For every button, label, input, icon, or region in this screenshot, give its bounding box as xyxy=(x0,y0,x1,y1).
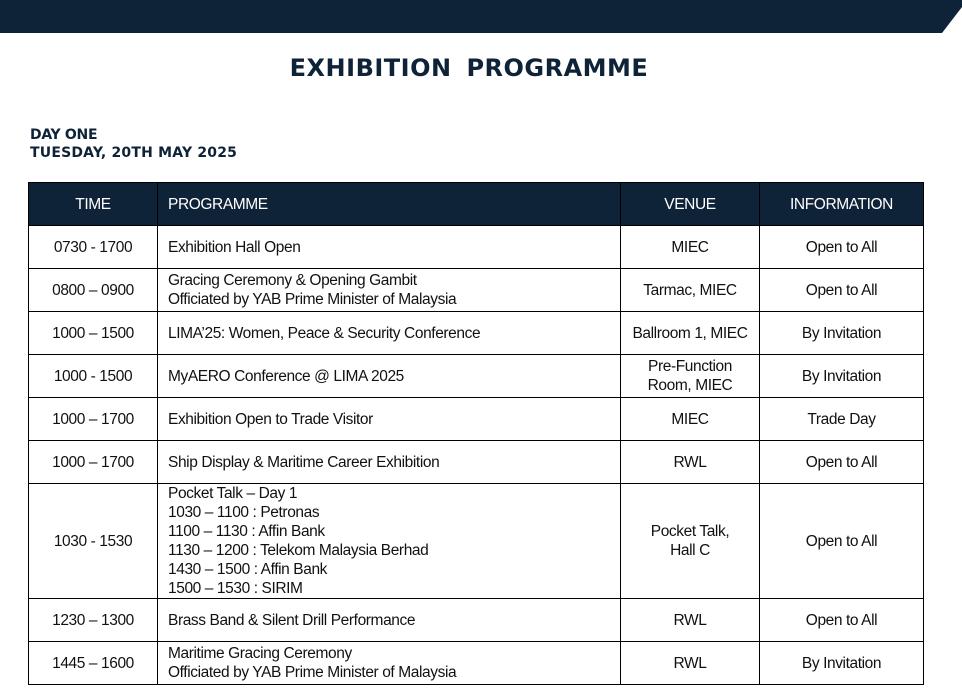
cell-time: 0800 – 0900 xyxy=(29,269,158,312)
cell-venue: MIEC xyxy=(621,398,760,441)
table-row xyxy=(29,642,924,685)
cell-venue: RWL xyxy=(621,441,760,484)
cell-time: 1230 – 1300 xyxy=(29,599,158,642)
cell-information: Open to All xyxy=(760,269,924,312)
cell-time: 1445 – 1600 xyxy=(29,642,158,685)
cell-programme: Gracing Ceremony & Opening Gambit Officiated by YAB Prime Minister of Malaysia xyxy=(158,269,621,312)
table-row xyxy=(29,599,924,642)
programme-table xyxy=(28,182,924,685)
cell-information: Open to All xyxy=(760,226,924,269)
table-header-row xyxy=(29,183,924,226)
header-programme: PROGRAMME xyxy=(158,183,621,226)
cell-time: 1000 – 1500 xyxy=(29,312,158,355)
header-time: TIME xyxy=(29,183,158,226)
cell-information: By Invitation xyxy=(760,642,924,685)
cell-programme: Exhibition Open to Trade Visitor xyxy=(158,398,621,441)
table-row xyxy=(29,269,924,312)
cell-information: Open to All xyxy=(760,484,924,599)
header-information: INFORMATION xyxy=(760,183,924,226)
page-title: EXHIBITION PROGRAMME xyxy=(289,54,649,82)
cell-programme: Exhibition Hall Open xyxy=(158,226,621,269)
cell-time: 1030 - 1530 xyxy=(29,484,158,599)
table-row xyxy=(29,441,924,484)
table-row xyxy=(29,398,924,441)
cell-venue: MIEC xyxy=(621,226,760,269)
cell-programme: Brass Band & Silent Drill Performance xyxy=(158,599,621,642)
cell-venue: Tarmac, MIEC xyxy=(621,269,760,312)
cell-venue: Ballroom 1, MIEC xyxy=(621,312,760,355)
date-label: TUESDAY, 20TH MAY 2025 xyxy=(30,145,238,161)
top-banner xyxy=(0,0,962,33)
day-label: DAY ONE xyxy=(30,127,98,143)
cell-programme: Ship Display & Maritime Career Exhibition xyxy=(158,441,621,484)
table-row xyxy=(29,355,924,398)
cell-venue: RWL xyxy=(621,599,760,642)
cell-programme: LIMA’25: Women, Peace & Security Conference xyxy=(158,312,621,355)
cell-programme: MyAERO Conference @ LIMA 2025 xyxy=(158,355,621,398)
day-heading xyxy=(30,126,237,162)
cell-information: Open to All xyxy=(760,441,924,484)
cell-venue: Pre-Function Room, MIEC xyxy=(621,355,760,398)
cell-information: By Invitation xyxy=(760,312,924,355)
cell-information: Open to All xyxy=(760,599,924,642)
cell-time: 0730 - 1700 xyxy=(29,226,158,269)
table-row xyxy=(29,484,924,599)
header-venue: VENUE xyxy=(621,183,760,226)
top-banner-shape xyxy=(0,0,962,33)
cell-venue: Pocket Talk, Hall C xyxy=(621,484,760,599)
table-row xyxy=(29,312,924,355)
cell-time: 1000 - 1500 xyxy=(29,355,158,398)
cell-information: Trade Day xyxy=(760,398,924,441)
cell-programme: Pocket Talk – Day 1 1030 – 1100 : Petronas 1100 – 1130 : Affin Bank 1130 – 1200 : Telekom Malaysia Berhad 1430 – 1500 : Affin Bank 1500 – 1530 : SIRIM xyxy=(158,484,621,599)
cell-time: 1000 – 1700 xyxy=(29,441,158,484)
cell-information: By Invitation xyxy=(760,355,924,398)
cell-venue: RWL xyxy=(621,642,760,685)
table-row xyxy=(29,226,924,269)
cell-time: 1000 – 1700 xyxy=(29,398,158,441)
cell-programme: Maritime Gracing Ceremony Officiated by YAB Prime Minister of Malaysia xyxy=(158,642,621,685)
